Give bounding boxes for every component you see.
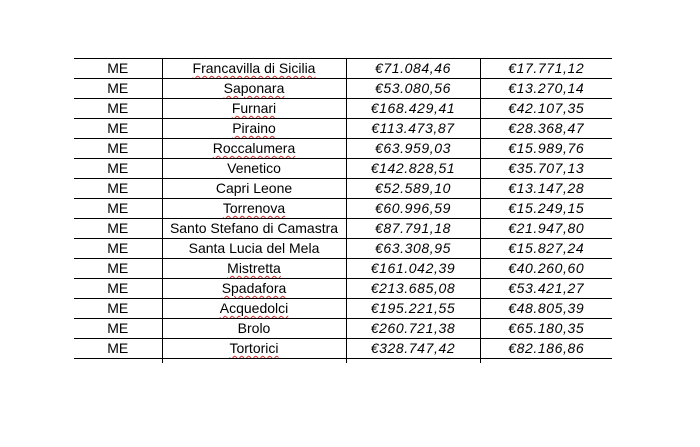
table-row — [74, 99, 612, 119]
amount-cell — [346, 199, 480, 219]
amount-share-cell — [480, 139, 612, 159]
province-cell-text: ME — [107, 320, 129, 336]
province-cell-text: ME — [107, 60, 129, 76]
amount-cell-text: €260.721,38 — [370, 320, 456, 336]
municipality-cell-text: Tortorici — [229, 340, 279, 356]
amount-share-cell — [480, 179, 612, 199]
amount-cell-text: €87.791,18 — [374, 220, 452, 236]
municipality-cell — [162, 279, 346, 299]
amount-share-cell — [480, 59, 612, 79]
province-cell — [74, 279, 162, 299]
amount-share-cell — [480, 299, 612, 319]
municipality-cell — [162, 79, 346, 99]
amount-cell — [346, 119, 480, 139]
municipality-cell — [162, 99, 346, 119]
amount-cell — [346, 59, 480, 79]
amount-cell — [346, 159, 480, 179]
municipality-cell-text: Capri Leone — [215, 180, 293, 196]
province-cell-text: ME — [107, 120, 129, 136]
amount-cell-text: €113.473,87 — [371, 120, 455, 136]
municipality-cell — [162, 339, 346, 359]
amount-share-cell-text: €65.180,35 — [508, 320, 585, 336]
municipality-cell — [162, 159, 346, 179]
amount-cell — [346, 299, 480, 319]
amount-share-cell — [480, 79, 612, 99]
municipality-cell — [162, 219, 346, 239]
amount-share-cell-text: €15.989,76 — [508, 140, 585, 156]
amount-share-cell-text: €53.421,27 — [508, 280, 585, 296]
province-cell-text: ME — [107, 100, 129, 116]
amount-share-cell — [480, 219, 612, 239]
amount-share-cell-text: €13.270,14 — [508, 80, 585, 96]
amount-cell-text: €53.080,56 — [374, 80, 452, 96]
amount-cell — [346, 79, 480, 99]
province-cell-text: ME — [107, 140, 129, 156]
amount-cell — [346, 259, 480, 279]
municipality-cell — [162, 239, 346, 259]
municipality-cell — [162, 199, 346, 219]
table-row — [74, 139, 612, 159]
amount-cell-text: €63.308,95 — [374, 240, 452, 256]
amount-cell-text: €213.685,08 — [370, 280, 456, 296]
province-cell — [74, 139, 162, 159]
amount-share-cell — [480, 319, 612, 339]
province-cell — [74, 79, 162, 99]
amount-cell-text: €168.429,41 — [370, 100, 456, 116]
table-row — [74, 79, 612, 99]
table-row — [74, 239, 612, 259]
empty-cell — [346, 359, 480, 364]
province-cell-text: ME — [107, 220, 129, 236]
municipality-cell — [162, 259, 346, 279]
province-cell-text: ME — [107, 340, 129, 356]
empty-cell — [74, 359, 162, 364]
amount-cell — [346, 219, 480, 239]
amount-cell — [346, 279, 480, 299]
province-cell-text: ME — [107, 280, 129, 296]
municipality-cell-text: Mistretta — [227, 260, 281, 276]
municipality-cell — [162, 59, 346, 79]
amount-cell — [346, 179, 480, 199]
table-row — [74, 279, 612, 299]
municipality-cell-text: Furnari — [231, 100, 277, 116]
municipality-cell-text: Venetico — [227, 160, 281, 176]
province-cell-text: ME — [107, 260, 129, 276]
table-row — [74, 219, 612, 239]
province-cell-text: ME — [107, 80, 129, 96]
table-row-continuation — [74, 359, 612, 364]
amount-share-cell — [480, 159, 612, 179]
province-cell-text: ME — [107, 180, 129, 196]
table-body — [74, 59, 612, 364]
amount-share-cell-text: €82.186,86 — [508, 340, 585, 356]
table-row — [74, 299, 612, 319]
amount-cell-text: €52.589,10 — [374, 180, 452, 196]
amount-cell — [346, 319, 480, 339]
municipality-cell — [162, 319, 346, 339]
amount-share-cell — [480, 279, 612, 299]
amount-cell — [346, 239, 480, 259]
amount-cell-text: €195.221,55 — [370, 300, 456, 316]
amount-share-cell-text: €17.771,12 — [508, 60, 585, 76]
amount-share-cell — [480, 339, 612, 359]
municipality-cell — [162, 139, 346, 159]
amount-share-cell-text: €13.147,28 — [508, 180, 585, 196]
municipality-cell-text: Spadafora — [221, 280, 287, 296]
amount-share-cell-text: €42.107,35 — [508, 100, 585, 116]
amount-share-cell-text: €35.707,13 — [508, 160, 585, 176]
amount-cell-text: €142.828,51 — [370, 160, 456, 176]
amount-share-cell-text: €15.827,24 — [508, 240, 585, 256]
table-row — [74, 119, 612, 139]
amount-share-cell-text: €40.260,60 — [508, 260, 585, 276]
table-row — [74, 179, 612, 199]
municipality-cell — [162, 179, 346, 199]
amount-cell-text: €328.747,42 — [370, 340, 456, 356]
province-cell-text: ME — [107, 240, 129, 256]
empty-cell — [162, 359, 346, 364]
amount-share-cell-text: €15.249,15 — [508, 200, 585, 216]
municipality-cell — [162, 299, 346, 319]
municipality-cell-text: Acquedolci — [219, 300, 289, 316]
province-cell — [74, 159, 162, 179]
empty-cell — [480, 359, 612, 364]
province-cell-text: ME — [107, 300, 129, 316]
amount-share-cell — [480, 259, 612, 279]
data-table — [74, 58, 612, 363]
province-cell — [74, 299, 162, 319]
province-cell — [74, 259, 162, 279]
province-cell — [74, 119, 162, 139]
amount-cell-text: €71.084,46 — [374, 60, 452, 76]
amount-share-cell — [480, 119, 612, 139]
amount-cell — [346, 99, 480, 119]
table-row — [74, 59, 612, 79]
province-cell — [74, 59, 162, 79]
municipality-cell-text: Francavilla di Sicilia — [192, 60, 316, 76]
amount-share-cell-text: €28.368,47 — [508, 120, 585, 136]
amount-cell-text: €60.996,59 — [374, 200, 452, 216]
municipality-cell-text: Santa Lucia del Mela — [188, 240, 320, 256]
municipality-cell — [162, 119, 346, 139]
amount-share-cell-text: €21.947,80 — [508, 220, 585, 236]
province-cell-text: ME — [107, 160, 129, 176]
amount-share-cell — [480, 99, 612, 119]
province-cell — [74, 319, 162, 339]
table-row — [74, 339, 612, 359]
province-cell — [74, 179, 162, 199]
amount-cell — [346, 139, 480, 159]
municipality-cell-text: Brolo — [237, 320, 271, 336]
table-row — [74, 319, 612, 339]
municipality-cell-text: Santo Stefano di Camastra — [169, 220, 339, 236]
province-cell — [74, 99, 162, 119]
province-cell — [74, 199, 162, 219]
province-cell-text: ME — [107, 200, 129, 216]
province-cell — [74, 339, 162, 359]
amount-cell-text: €63.959,03 — [374, 140, 452, 156]
municipality-cell-text: Piraino — [232, 120, 276, 136]
amount-share-cell-text: €48.805,39 — [508, 300, 585, 316]
amount-cell — [346, 339, 480, 359]
amount-share-cell — [480, 239, 612, 259]
municipality-cell-text: Roccalumera — [212, 140, 296, 156]
table-row — [74, 159, 612, 179]
province-cell — [74, 219, 162, 239]
province-cell — [74, 239, 162, 259]
amount-cell-text: €161.042,39 — [370, 260, 456, 276]
table-row — [74, 199, 612, 219]
table-row — [74, 259, 612, 279]
municipality-cell-text: Torrenova — [222, 200, 286, 216]
amount-share-cell — [480, 199, 612, 219]
municipality-cell-text: Saponara — [223, 80, 285, 96]
